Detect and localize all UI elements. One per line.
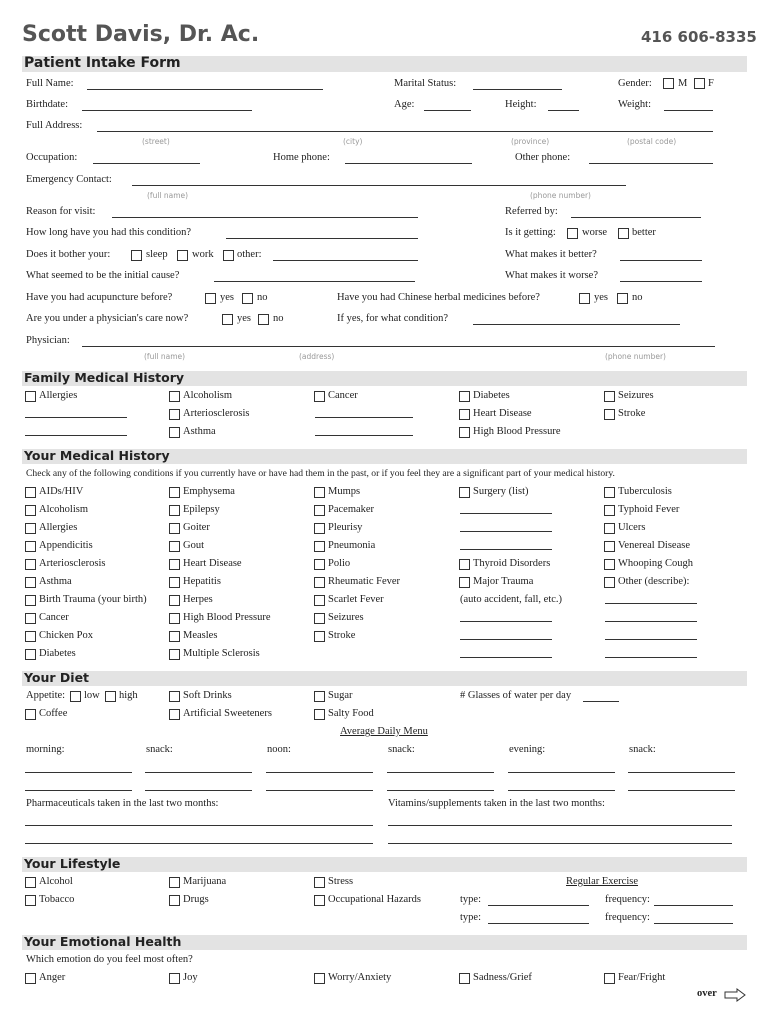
- artificial-label: Artificial Sweeteners: [183, 708, 272, 719]
- vitamins-label: Vitamins/supplements taken in the last two months:: [388, 798, 605, 809]
- tobacco-label: Tobacco: [39, 894, 75, 905]
- care-yes-label: yes: [237, 313, 251, 324]
- vitamins-field-2[interactable]: [388, 843, 732, 844]
- family-item-2-checkbox[interactable]: [314, 391, 325, 402]
- emotion-question: Which emotion do you feel most often?: [26, 954, 193, 965]
- physician-field[interactable]: [82, 346, 715, 347]
- herbal-yes-label: yes: [594, 292, 608, 303]
- hint-physician-name: (full name): [144, 352, 186, 361]
- emotion-1-label: Joy: [183, 972, 198, 983]
- medical-col1-2-checkbox[interactable]: [25, 523, 36, 534]
- medical-col4-3-label: (auto accident, fall, etc.): [460, 594, 563, 605]
- medical-col2-7-checkbox[interactable]: [169, 613, 180, 624]
- family-item-7-checkbox[interactable]: [604, 409, 615, 420]
- pharma-label: Pharmaceuticals taken in the last two months:: [26, 798, 219, 809]
- medical-col3-5-label: Rheumatic Fever: [328, 576, 401, 587]
- herbal-no-checkbox[interactable]: [617, 293, 628, 304]
- family-item-4-checkbox[interactable]: [604, 391, 615, 402]
- medical-col3-6-checkbox[interactable]: [314, 595, 325, 606]
- hint-emergency-name: (full name): [147, 191, 189, 200]
- medical-col3-0-label: Mumps: [328, 486, 361, 497]
- type-label-1: type:: [460, 894, 481, 905]
- medical-col5-4-label: Whooping Cough: [618, 558, 693, 569]
- gender-label: Gender:: [618, 78, 652, 89]
- how-long-field[interactable]: [226, 238, 418, 239]
- medical-col1-0-checkbox[interactable]: [25, 487, 36, 498]
- work-label: work: [192, 249, 214, 260]
- what-condition-field[interactable]: [473, 324, 680, 325]
- medical-col5-4-checkbox[interactable]: [604, 559, 615, 570]
- lifestyle-header: [22, 857, 747, 872]
- emotional-title: Your Emotional Health: [24, 934, 182, 949]
- medical-col1-3-label: Appendicitis: [39, 540, 93, 551]
- medical-col1-3-checkbox[interactable]: [25, 541, 36, 552]
- medical-col2-0-label: Emphysema: [183, 486, 235, 497]
- family-item-9-label: High Blood Pressure: [473, 426, 561, 437]
- hint-postal: (postal code): [627, 137, 677, 146]
- other-field[interactable]: [273, 260, 418, 261]
- care-no-checkbox[interactable]: [258, 314, 269, 325]
- medical-col2-4-checkbox[interactable]: [169, 559, 180, 570]
- referred-field[interactable]: [571, 217, 701, 218]
- coffee-label: Coffee: [39, 708, 68, 719]
- family-item-1-checkbox[interactable]: [169, 391, 180, 402]
- marijuana-checkbox[interactable]: [169, 877, 180, 888]
- birthdate-label: Birthdate:: [26, 99, 68, 110]
- appetite-low-label: low: [84, 690, 100, 701]
- form-title: Patient Intake Form: [24, 55, 181, 71]
- family-item-7-label: Stroke: [618, 408, 646, 419]
- height-field[interactable]: [548, 110, 579, 111]
- herbal-yes-checkbox[interactable]: [579, 293, 590, 304]
- better-checkbox[interactable]: [618, 228, 629, 239]
- frequency-field-1[interactable]: [654, 905, 733, 906]
- medical-col5-5-checkbox[interactable]: [604, 577, 615, 588]
- emotion-0-checkbox[interactable]: [25, 973, 36, 984]
- stress-checkbox[interactable]: [314, 877, 325, 888]
- medical-col3-1-label: Pacemaker: [328, 504, 375, 515]
- medical-col3-2-checkbox[interactable]: [314, 523, 325, 534]
- medical-col4-2-label: Major Trauma: [473, 576, 534, 587]
- medical-col3-2-label: Pleurisy: [328, 522, 363, 533]
- meal-line-b-5[interactable]: [628, 790, 735, 791]
- other-line-3[interactable]: [605, 657, 697, 658]
- what-condition-label: If yes, for what condition?: [337, 313, 449, 324]
- form-title-bar: [22, 56, 747, 72]
- medical-col4-1-checkbox[interactable]: [459, 559, 470, 570]
- stress-label: Stress: [328, 876, 354, 887]
- other-phone-label: Other phone:: [515, 152, 571, 163]
- surgery-line-1[interactable]: [460, 531, 552, 532]
- medical-col3-4-label: Polio: [328, 558, 351, 569]
- getting-label: Is it getting:: [505, 227, 556, 238]
- full-name-label: Full Name:: [26, 78, 74, 89]
- tobacco-checkbox[interactable]: [25, 895, 36, 906]
- gender-m-checkbox[interactable]: [663, 78, 674, 89]
- emergency-label: Emergency Contact:: [26, 174, 112, 185]
- other-line-2[interactable]: [605, 639, 697, 640]
- bother-label: Does it bother your:: [26, 249, 111, 260]
- medical-col3-8-label: Stroke: [328, 630, 356, 641]
- alcohol-label: Alcohol: [39, 876, 73, 887]
- appetite-low-checkbox[interactable]: [70, 691, 81, 702]
- acupuncture-no-label: no: [257, 292, 268, 303]
- medical-col1-4-checkbox[interactable]: [25, 559, 36, 570]
- surgery-line-2[interactable]: [460, 549, 552, 550]
- hint-city: (city): [343, 137, 363, 146]
- medical-col1-6-label: Birth Trauma (your birth): [39, 594, 147, 605]
- emotion-0-label: Anger: [39, 972, 66, 983]
- medical-col5-0-checkbox[interactable]: [604, 487, 615, 498]
- medical-col4-1-label: Thyroid Disorders: [473, 558, 551, 569]
- meal-label-2: noon:: [267, 744, 291, 755]
- medical-col1-1-label: Alcoholism: [39, 504, 88, 515]
- type-field-2[interactable]: [488, 923, 589, 924]
- medical-col3-0-checkbox[interactable]: [314, 487, 325, 498]
- drugs-label: Drugs: [183, 894, 209, 905]
- meal-label-5: snack:: [629, 744, 656, 755]
- occupation-field[interactable]: [93, 163, 200, 164]
- type-field-1[interactable]: [488, 905, 589, 906]
- medical-col3-4-checkbox[interactable]: [314, 559, 325, 570]
- emotional-header: [22, 935, 747, 950]
- family-item-9-checkbox[interactable]: [459, 427, 470, 438]
- meal-line-a-3[interactable]: [387, 772, 494, 773]
- other-line-0[interactable]: [605, 603, 697, 604]
- medical-col4-0-label: Surgery (list): [473, 486, 529, 497]
- medical-col4-2-checkbox[interactable]: [459, 577, 470, 588]
- occupation-label: Occupation:: [26, 152, 78, 163]
- hint-province: (province): [511, 137, 550, 146]
- meal-line-b-3[interactable]: [387, 790, 494, 791]
- other-line-1[interactable]: [605, 621, 697, 622]
- hint-street: (street): [142, 137, 170, 146]
- medical-col1-0-label: AIDs/HIV: [39, 486, 84, 497]
- appetite-label: Appetite:: [26, 690, 66, 701]
- medical-col1-8-label: Chicken Pox: [39, 630, 93, 641]
- medical-col5-2-label: Ulcers: [618, 522, 646, 533]
- physician-label: Physician:: [26, 335, 70, 346]
- family-line-3[interactable]: [315, 417, 413, 418]
- family-item-6-label: Heart Disease: [473, 408, 532, 419]
- medical-col2-6-label: Herpes: [183, 594, 213, 605]
- exercise-heading: Regular Exercise: [566, 876, 639, 887]
- frequency-field-2[interactable]: [654, 923, 733, 924]
- family-item-2-label: Cancer: [328, 390, 358, 401]
- meal-line-a-1[interactable]: [145, 772, 252, 773]
- coffee-checkbox[interactable]: [25, 709, 36, 720]
- meal-line-a-0[interactable]: [25, 772, 132, 773]
- diet-header: [22, 671, 747, 686]
- hint-physician-phone: (phone number): [605, 352, 666, 361]
- trauma-line-1[interactable]: [460, 639, 552, 640]
- medical-intro: Check any of the following conditions if you currently have or have had them in the past, or if you feel they are a significant part of your medical history.: [26, 468, 615, 479]
- medical-col1-9-checkbox[interactable]: [25, 649, 36, 660]
- age-field[interactable]: [424, 110, 471, 111]
- medical-col3-7-label: Seizures: [328, 612, 364, 623]
- sleep-checkbox[interactable]: [131, 250, 142, 261]
- herbal-no-label: no: [632, 292, 643, 303]
- medical-col2-3-checkbox[interactable]: [169, 541, 180, 552]
- weight-field[interactable]: [664, 110, 713, 111]
- age-label: Age:: [394, 99, 415, 110]
- medical-col2-5-checkbox[interactable]: [169, 577, 180, 588]
- family-item-5-checkbox[interactable]: [169, 409, 180, 420]
- clinic-phone: 416 606-8335: [641, 28, 757, 46]
- family-line-4[interactable]: [315, 435, 413, 436]
- menu-heading: Average Daily Menu: [340, 726, 428, 737]
- medical-col1-5-checkbox[interactable]: [25, 577, 36, 588]
- trauma-line-2[interactable]: [460, 657, 552, 658]
- height-label: Height:: [505, 99, 537, 110]
- medical-title: Your Medical History: [24, 448, 170, 463]
- emotion-4-checkbox[interactable]: [604, 973, 615, 984]
- occupational-checkbox[interactable]: [314, 895, 325, 906]
- referred-label: Referred by:: [505, 206, 558, 217]
- worse-checkbox[interactable]: [567, 228, 578, 239]
- other-label: other:: [237, 249, 262, 260]
- water-label: # Glasses of water per day: [460, 690, 572, 701]
- medical-col2-0-checkbox[interactable]: [169, 487, 180, 498]
- soft-drinks-label: Soft Drinks: [183, 690, 232, 701]
- reason-field[interactable]: [112, 217, 418, 218]
- lifestyle-title: Your Lifestyle: [24, 856, 121, 871]
- medical-col1-7-label: Cancer: [39, 612, 69, 623]
- medical-col5-3-checkbox[interactable]: [604, 541, 615, 552]
- medical-col5-3-label: Venereal Disease: [618, 540, 691, 551]
- medical-col3-7-checkbox[interactable]: [314, 613, 325, 624]
- medical-col1-4-label: Arteriosclerosis: [39, 558, 106, 569]
- reason-label: Reason for visit:: [26, 206, 96, 217]
- emotion-3-label: Sadness/Grief: [473, 972, 532, 983]
- meal-line-b-2[interactable]: [266, 790, 373, 791]
- meal-line-b-4[interactable]: [508, 790, 615, 791]
- acupuncture-label: Have you had acupuncture before?: [26, 292, 173, 303]
- meal-label-0: morning:: [26, 744, 65, 755]
- marijuana-label: Marijuana: [183, 876, 227, 887]
- medical-col2-9-checkbox[interactable]: [169, 649, 180, 660]
- medical-col1-6-checkbox[interactable]: [25, 595, 36, 606]
- full-name-field[interactable]: [87, 89, 323, 90]
- meal-label-1: snack:: [146, 744, 173, 755]
- address-label: Full Address:: [26, 120, 83, 131]
- over-label: over: [697, 988, 717, 999]
- better-label: better: [632, 227, 656, 238]
- marital-field[interactable]: [473, 89, 562, 90]
- family-title: Family Medical History: [24, 370, 185, 385]
- medical-col5-1-label: Typhoid Fever: [618, 504, 680, 515]
- water-field[interactable]: [583, 701, 619, 702]
- birthdate-field[interactable]: [82, 110, 252, 111]
- gender-f-checkbox[interactable]: [694, 78, 705, 89]
- makes-worse-field[interactable]: [620, 281, 702, 282]
- weight-label: Weight:: [618, 99, 651, 110]
- emotion-2-label: Worry/Anxiety: [328, 972, 392, 983]
- meal-line-a-5[interactable]: [628, 772, 735, 773]
- medical-col2-8-checkbox[interactable]: [169, 631, 180, 642]
- address-field[interactable]: [97, 131, 713, 132]
- family-item-8-label: Asthma: [183, 426, 216, 437]
- makes-worse-label: What makes it worse?: [505, 270, 599, 281]
- meal-line-b-1[interactable]: [145, 790, 252, 791]
- makes-better-field[interactable]: [620, 260, 702, 261]
- frequency-label-2: frequency:: [605, 912, 650, 923]
- medical-col2-3-label: Gout: [183, 540, 204, 551]
- initial-cause-label: What seemed to be the initial cause?: [26, 270, 180, 281]
- occupational-label: Occupational Hazards: [328, 894, 421, 905]
- medical-col2-2-checkbox[interactable]: [169, 523, 180, 534]
- care-yes-checkbox[interactable]: [222, 314, 233, 325]
- how-long-label: How long have you had this condition?: [26, 227, 192, 238]
- meal-line-a-4[interactable]: [508, 772, 615, 773]
- makes-better-label: What makes it better?: [505, 249, 597, 260]
- initial-cause-field[interactable]: [214, 281, 415, 282]
- acupuncture-yes-checkbox[interactable]: [205, 293, 216, 304]
- emotion-4-label: Fear/Fright: [618, 972, 666, 983]
- drugs-checkbox[interactable]: [169, 895, 180, 906]
- artificial-checkbox[interactable]: [169, 709, 180, 720]
- meal-line-b-0[interactable]: [25, 790, 132, 791]
- medical-header: [22, 449, 747, 464]
- worse-label: worse: [582, 227, 608, 238]
- type-label-2: type:: [460, 912, 481, 923]
- medical-col3-8-checkbox[interactable]: [314, 631, 325, 642]
- family-item-3-label: Diabetes: [473, 390, 510, 401]
- gender-f-label: F: [708, 78, 714, 89]
- medical-col5-2-checkbox[interactable]: [604, 523, 615, 534]
- salty-checkbox[interactable]: [314, 709, 325, 720]
- sugar-checkbox[interactable]: [314, 691, 325, 702]
- gender-m-label: M: [678, 78, 688, 89]
- medical-col1-2-label: Allergies: [39, 522, 78, 533]
- medical-col1-7-checkbox[interactable]: [25, 613, 36, 624]
- surgery-line-0[interactable]: [460, 513, 552, 514]
- meal-line-a-2[interactable]: [266, 772, 373, 773]
- home-phone-field[interactable]: [345, 163, 472, 164]
- emotion-3-checkbox[interactable]: [459, 973, 470, 984]
- meal-label-4: evening:: [509, 744, 546, 755]
- pharma-field-2[interactable]: [25, 843, 373, 844]
- medical-col3-1-checkbox[interactable]: [314, 505, 325, 516]
- medical-col2-1-label: Epilepsy: [183, 504, 220, 515]
- family-item-4-label: Seizures: [618, 390, 654, 401]
- family-item-0-label: Allergies: [39, 390, 78, 401]
- appetite-high-label: high: [119, 690, 138, 701]
- medical-col2-1-checkbox[interactable]: [169, 505, 180, 516]
- soft-drinks-checkbox[interactable]: [169, 691, 180, 702]
- physician-care-label: Are you under a physician's care now?: [26, 313, 189, 324]
- medical-col1-5-label: Asthma: [39, 576, 72, 587]
- family-item-3-checkbox[interactable]: [459, 391, 470, 402]
- meal-label-3: snack:: [388, 744, 415, 755]
- doctor-name: Scott Davis, Dr. Ac.: [22, 22, 260, 47]
- work-checkbox[interactable]: [177, 250, 188, 261]
- other-checkbox[interactable]: [223, 250, 234, 261]
- medical-col5-0-label: Tuberculosis: [618, 486, 672, 497]
- family-header: [22, 371, 747, 386]
- acupuncture-yes-label: yes: [220, 292, 234, 303]
- pharma-field-1[interactable]: [25, 825, 373, 826]
- sugar-label: Sugar: [328, 690, 353, 701]
- salty-label: Salty Food: [328, 708, 374, 719]
- hint-emergency-phone: (phone number): [530, 191, 591, 200]
- hint-physician-address: (address): [299, 352, 335, 361]
- medical-col2-2-label: Goiter: [183, 522, 210, 533]
- alcohol-checkbox[interactable]: [25, 877, 36, 888]
- medical-col4-0-checkbox[interactable]: [459, 487, 470, 498]
- herbal-label: Have you had Chinese herbal medicines before?: [337, 292, 540, 303]
- diet-title: Your Diet: [24, 670, 90, 685]
- marital-label: Marital Status:: [394, 78, 457, 89]
- emotion-1-checkbox[interactable]: [169, 973, 180, 984]
- acupuncture-no-checkbox[interactable]: [242, 293, 253, 304]
- medical-col1-1-checkbox[interactable]: [25, 505, 36, 516]
- medical-col2-7-label: High Blood Pressure: [183, 612, 271, 623]
- frequency-label-1: frequency:: [605, 894, 650, 905]
- trauma-line-0[interactable]: [460, 621, 552, 622]
- medical-col3-6-label: Scarlet Fever: [328, 594, 384, 605]
- emotion-2-checkbox[interactable]: [314, 973, 325, 984]
- medical-col2-5-label: Hepatitis: [183, 576, 221, 587]
- family-item-8-checkbox[interactable]: [169, 427, 180, 438]
- emergency-field[interactable]: [132, 185, 626, 186]
- family-line-2[interactable]: [25, 435, 127, 436]
- sleep-label: sleep: [146, 249, 168, 260]
- medical-col3-3-checkbox[interactable]: [314, 541, 325, 552]
- medical-col5-1-checkbox[interactable]: [604, 505, 615, 516]
- family-item-1-label: Alcoholism: [183, 390, 232, 401]
- arrow-right-icon: [724, 988, 746, 1002]
- medical-col2-6-checkbox[interactable]: [169, 595, 180, 606]
- medical-col3-5-checkbox[interactable]: [314, 577, 325, 588]
- care-no-label: no: [273, 313, 284, 324]
- family-item-6-checkbox[interactable]: [459, 409, 470, 420]
- appetite-high-checkbox[interactable]: [105, 691, 116, 702]
- home-phone-label: Home phone:: [273, 152, 330, 163]
- medical-col3-3-label: Pneumonia: [328, 540, 376, 551]
- medical-col5-5-label: Other (describe):: [618, 576, 690, 587]
- vitamins-field-1[interactable]: [388, 825, 732, 826]
- medical-col1-8-checkbox[interactable]: [25, 631, 36, 642]
- family-line-1[interactable]: [25, 417, 127, 418]
- medical-col1-9-label: Diabetes: [39, 648, 76, 659]
- family-item-0-checkbox[interactable]: [25, 391, 36, 402]
- family-item-5-label: Arteriosclerosis: [183, 408, 250, 419]
- medical-col2-9-label: Multiple Sclerosis: [183, 648, 260, 659]
- medical-col2-4-label: Heart Disease: [183, 558, 242, 569]
- other-phone-field[interactable]: [589, 163, 713, 164]
- medical-col2-8-label: Measles: [183, 630, 218, 641]
